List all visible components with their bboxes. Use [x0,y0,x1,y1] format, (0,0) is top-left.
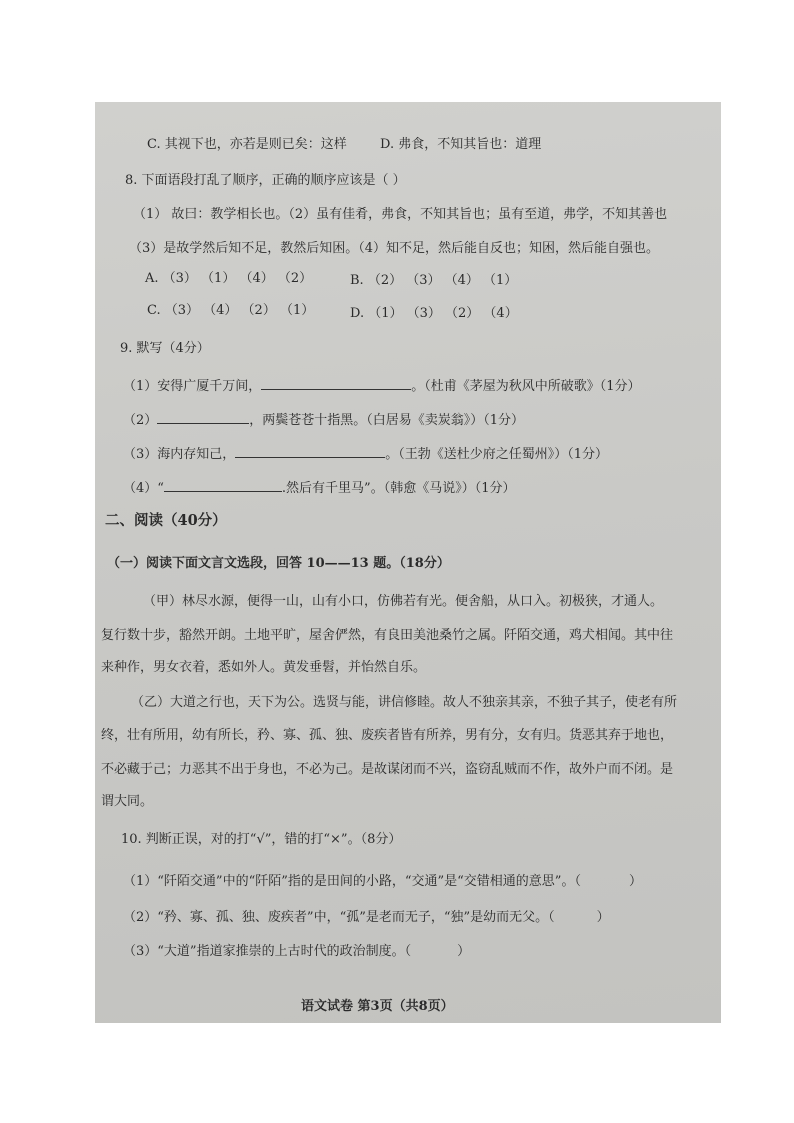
q9-item-2-blank[interactable] [157,409,249,424]
q10-item-2-close: ） [596,910,610,925]
q8-sentence-line-2: （3）是故学然后知不足，教然后知困。（4）知不足，然后能自反也；知困，然后能自强也。 [129,241,660,256]
q10-item-1-close: ） [628,874,642,889]
passage-yi-line-4: 谓大同。 [101,794,154,809]
q7-option-d: D. 弗食，不知其旨也：道理 [380,137,542,152]
q8-option-b: B. （2） （3） （4） （1） [350,273,518,288]
q10-item-3 [123,942,470,962]
q10-item-3-close: ） [457,944,471,959]
q9-item-2-prompt: （2） [123,413,158,428]
q8-option-a: A. （3） （1） （4） （2） [145,271,313,286]
passage-yi-line-2: 终，壮有所用，幼有所长，矜、寡、孤、独、废疾者皆有所养，男有分，女有归。货恶其弃于地也， [101,728,674,743]
q9-item-1-blank[interactable] [261,375,411,390]
q7-option-c: C. 其视下也，亦若是则已矣：这样 [147,137,347,152]
q9-item-1-source: 。（杜甫《茅屋为秋风中所破歌》（1分） [411,379,641,394]
passage-jia-line-1: （甲）林尽水源，便得一山，山有小口，仿佛若有光。便舍船，从口入。初极狭，才通人。 [143,594,664,609]
q9-item-1-prompt: （1）安得广厦千万间， [123,379,262,394]
exam-page [95,102,721,1023]
passage-jia-line-3: 来种作，男女衣着，悉如外人。黄发垂髫，并怡然自乐。 [101,660,427,675]
q8-option-d: D. （1） （3） （2） （4） [350,306,518,321]
q10-item-1-text: （1）“阡陌交通”中的“阡陌”指的是田间的小路，“交通”是“交错相通的意思”。（ [123,874,581,889]
q9-title: 9. 默写（4分） [120,341,210,356]
section-2-part-1-heading: （一）阅读下面文言文选段，回答 10——13 题。（18分） [107,556,450,571]
q10-title: 10. 判断正误，对的打“√”，错的打“×”。（8分） [121,832,402,847]
passage-yi-line-1: （乙）大道之行也，天下为公。选贤与能，讲信修睦。故人不独亲其亲，不独子其子，使老有所 [131,695,678,710]
q9-item-1 [123,375,641,397]
passage-yi-line-3: 不必藏于己；力恶其不出于身也，不必为己。是故谋闭而不兴，盗窃乱贼而不作，故外户而不闭。是 [101,762,674,777]
q9-item-3-prompt: （3）海内存知己， [123,447,236,462]
q9-item-3-blank[interactable] [235,443,385,458]
q9-item-4-source: .然后有千里马”。（韩愈《马说》）（1分） [281,481,516,496]
q10-item-3-text: （3）“大道”指道家推崇的上古时代的政治制度。（ [123,944,412,959]
q8-option-c: C. （3） （4） （2） （1） [147,303,315,318]
q9-item-2 [123,409,524,431]
q10-item-1 [123,872,642,892]
q9-item-4-blank[interactable] [164,477,282,492]
q9-item-4-prompt: （4）“ [123,481,164,496]
passage-jia-line-2: 复行数十步，豁然开朗。土地平旷，屋舍俨然，有良田美池桑竹之属。阡陌交通，鸡犬相闻。其中往 [101,628,674,643]
q9-item-2-source: ，两鬓苍苍十指黑。（白居易《卖炭翁》）（1分） [249,413,525,428]
q9-item-3 [123,443,608,465]
q9-item-3-source: 。（王勃《送杜少府之任蜀州》）（1分） [385,447,609,462]
q8-title: 8. 下面语段打乱了顺序，正确的顺序应该是（ ） [125,173,406,188]
section-2-heading: 二、阅读（40分） [105,512,227,529]
q8-sentence-line-1: （1） 故曰：教学相长也。（2）虽有佳肴，弗食，不知其旨也；虽有至道，弗学，不知其善也 [133,207,668,222]
page-footer: 语文试卷 第3页（共8页） [301,999,454,1014]
q10-item-2 [123,908,610,928]
q10-item-2-text: （2）“矜、寡、孤、独、废疾者”中，“孤”是老而无子，“独”是幼而无父。（ [123,910,555,925]
q9-item-4 [123,477,515,499]
